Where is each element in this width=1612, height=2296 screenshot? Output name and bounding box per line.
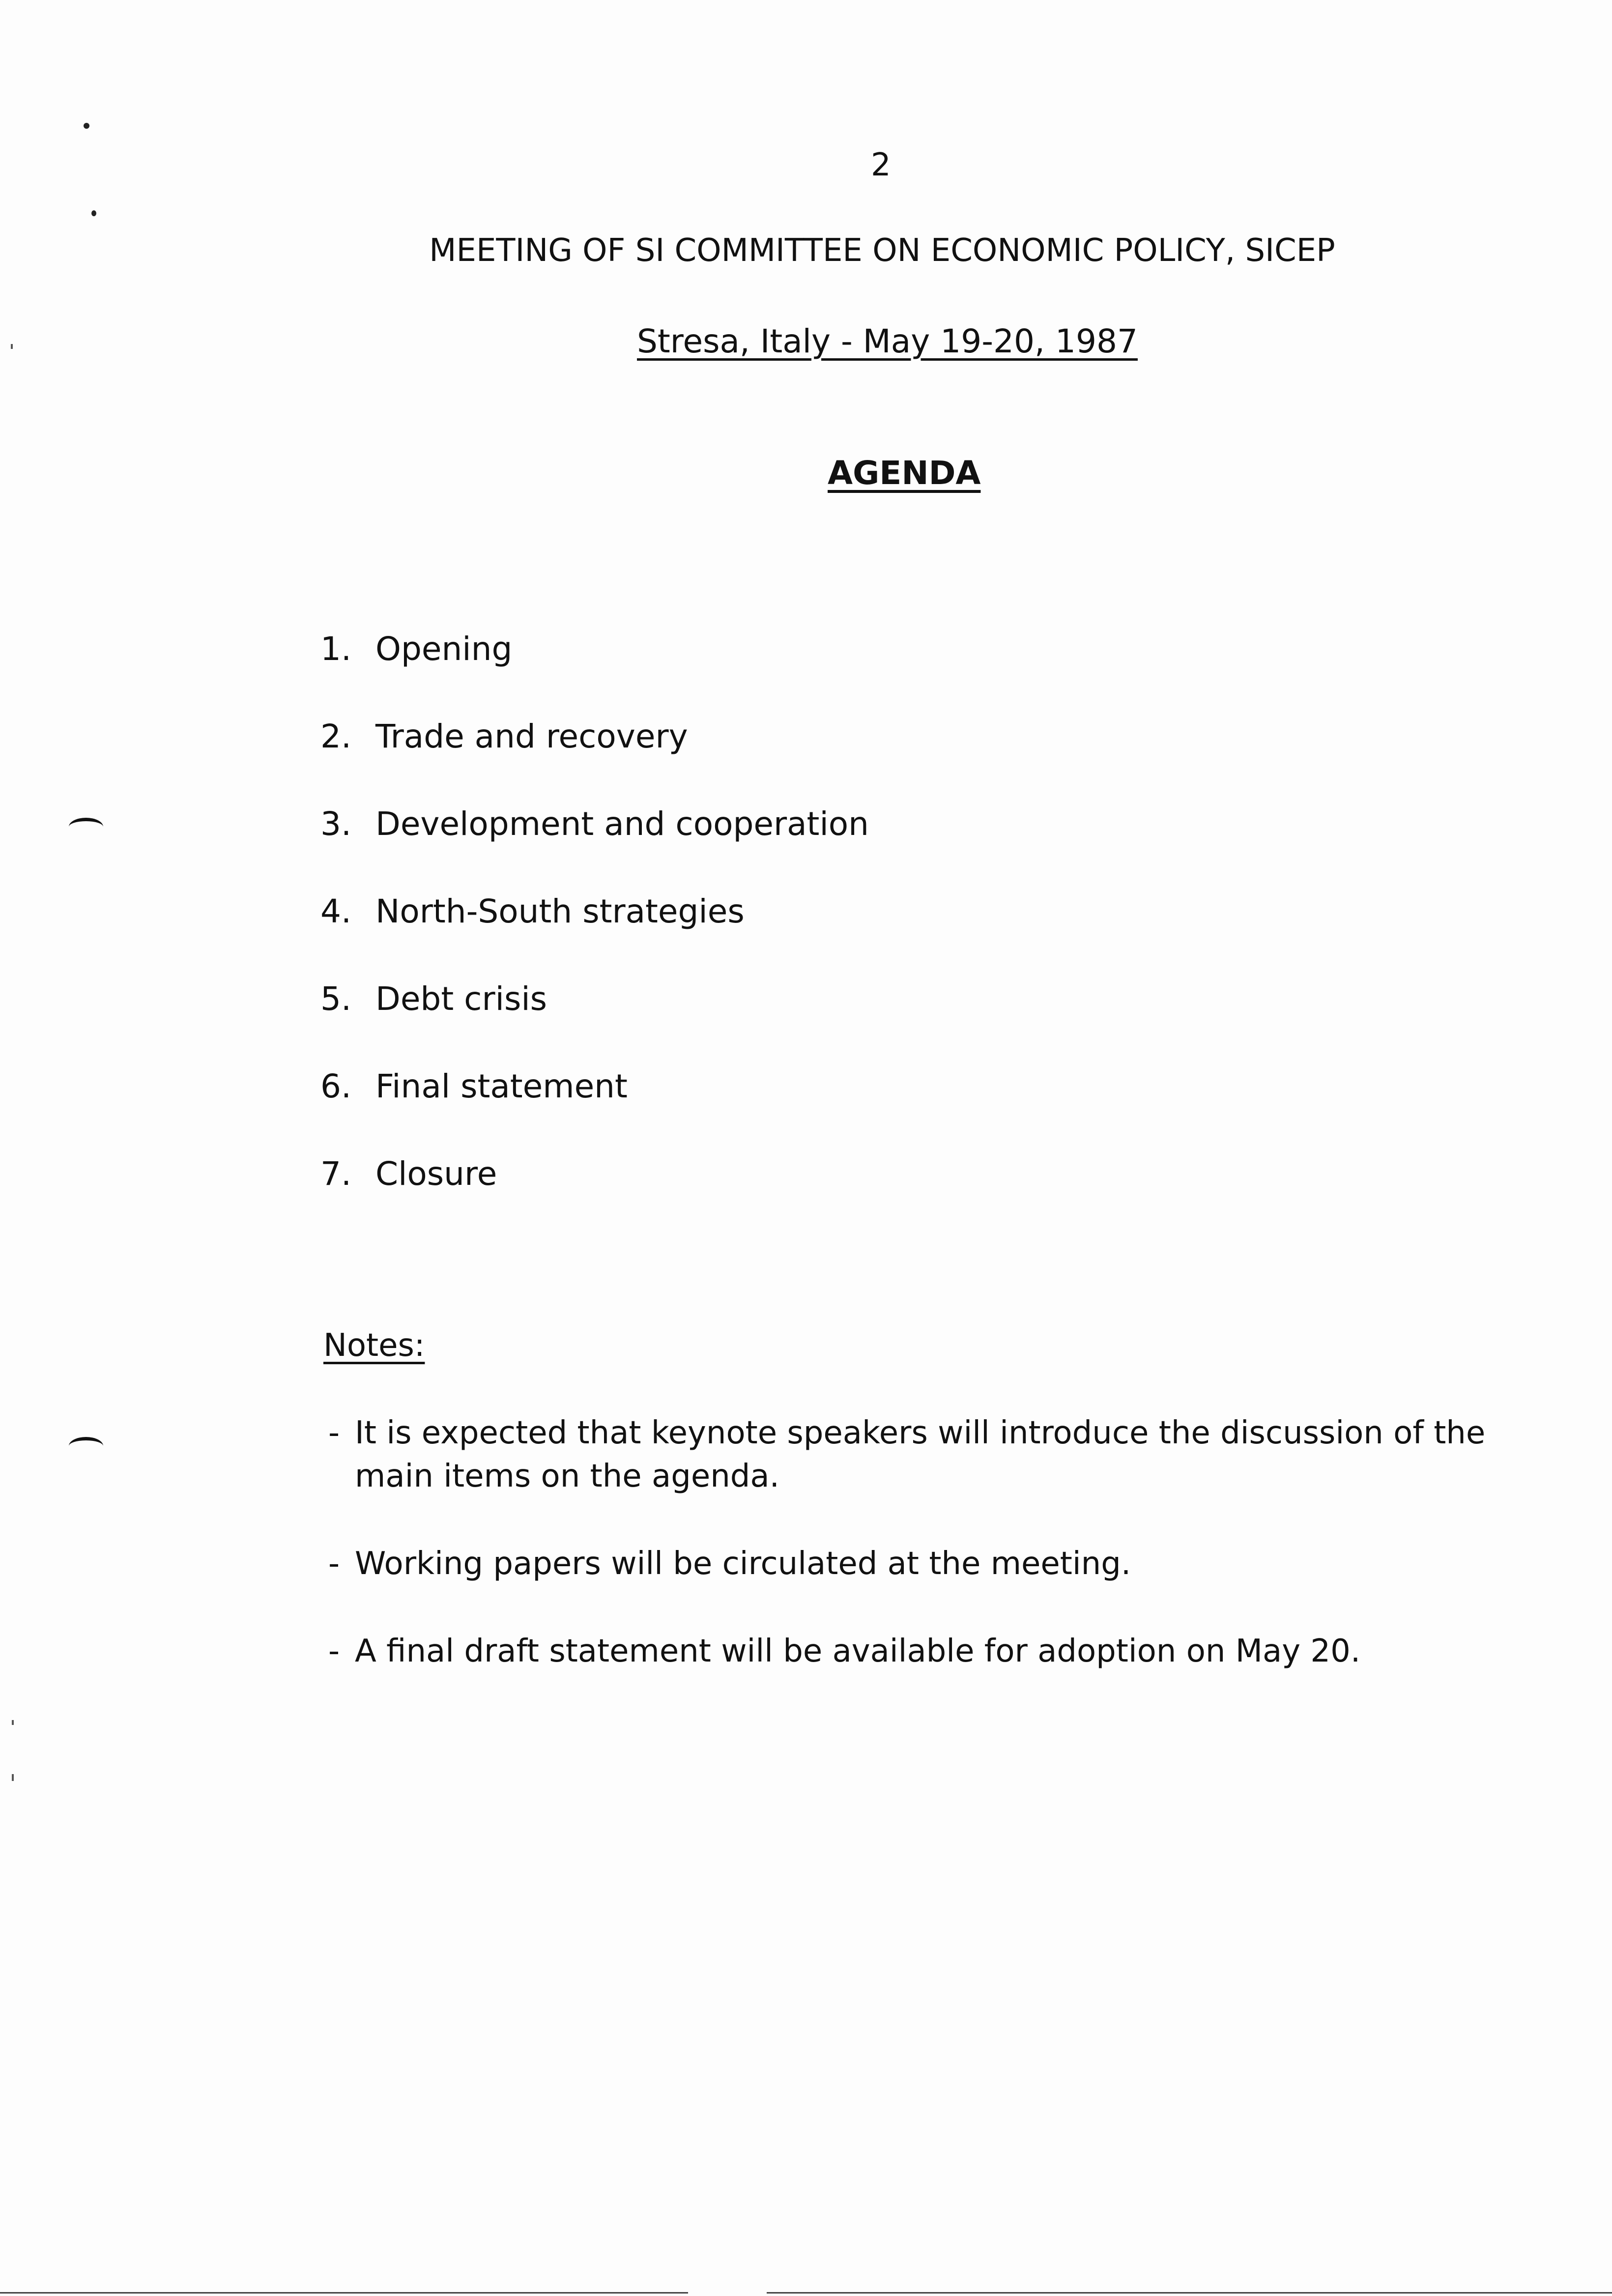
agenda-item — [320, 980, 547, 1018]
agenda-item-number: 1. — [320, 630, 351, 668]
agenda-item-label: Debt crisis — [375, 980, 547, 1018]
agenda-item — [320, 630, 512, 668]
scan-dot — [91, 210, 96, 216]
agenda-item-label: Opening — [375, 630, 513, 668]
note-dash: - — [328, 1415, 340, 1451]
agenda-item — [320, 1067, 628, 1105]
agenda-heading: AGENDA — [828, 454, 981, 492]
agenda-item — [320, 805, 869, 843]
note-text-line: Working papers will be circulated at the meeting. — [355, 1546, 1131, 1582]
note-item — [328, 1630, 1498, 1673]
agenda-item — [320, 892, 745, 930]
agenda-item-label: Development and cooperation — [375, 805, 869, 843]
agenda-item-label: North-South strategies — [375, 892, 745, 930]
agenda-item-number: 5. — [320, 980, 351, 1018]
scan-edge-line — [767, 2292, 1612, 2294]
note-dash: - — [328, 1546, 340, 1582]
agenda-item-label: Final statement — [375, 1067, 628, 1105]
note-text-continuation: main items on the agenda. — [355, 1458, 779, 1494]
scan-edge-line — [0, 2292, 688, 2294]
scan-speck — [12, 1774, 14, 1781]
agenda-item-number: 2. — [320, 718, 351, 755]
agenda-item-number: 4. — [320, 892, 351, 930]
agenda-item-number: 6. — [320, 1067, 351, 1105]
note-text-line: It is expected that keynote speakers will introduce the discussion of the — [355, 1415, 1486, 1451]
note-dash: - — [328, 1633, 340, 1669]
notes-heading: Notes: — [323, 1327, 425, 1364]
note-text-line: A final draft statement will be available for adoption on May 20. — [355, 1633, 1361, 1669]
agenda-item-number: 3. — [320, 805, 351, 843]
agenda-item — [320, 718, 688, 755]
agenda-item-label: Closure — [375, 1155, 497, 1193]
document-title — [0, 232, 1612, 269]
agenda-item-number: 7. — [320, 1155, 351, 1193]
scan-dot — [84, 123, 89, 129]
scan-speck — [12, 1720, 14, 1725]
page-number: 2 — [871, 147, 891, 183]
agenda-item — [320, 1155, 497, 1193]
document-title-text: MEETING OF SI COMMITTEE ON ECONOMIC POLICY, SICEP — [429, 232, 1335, 269]
note-item — [328, 1542, 1498, 1585]
scan-speck — [11, 344, 13, 349]
agenda-item-label: Trade and recovery — [375, 718, 688, 755]
hole-punch-mark — [69, 1437, 103, 1455]
hole-punch-mark — [69, 818, 103, 836]
meeting-location-date: Stresa, Italy - May 19-20, 1987 — [637, 322, 1138, 360]
note-item — [328, 1411, 1498, 1498]
